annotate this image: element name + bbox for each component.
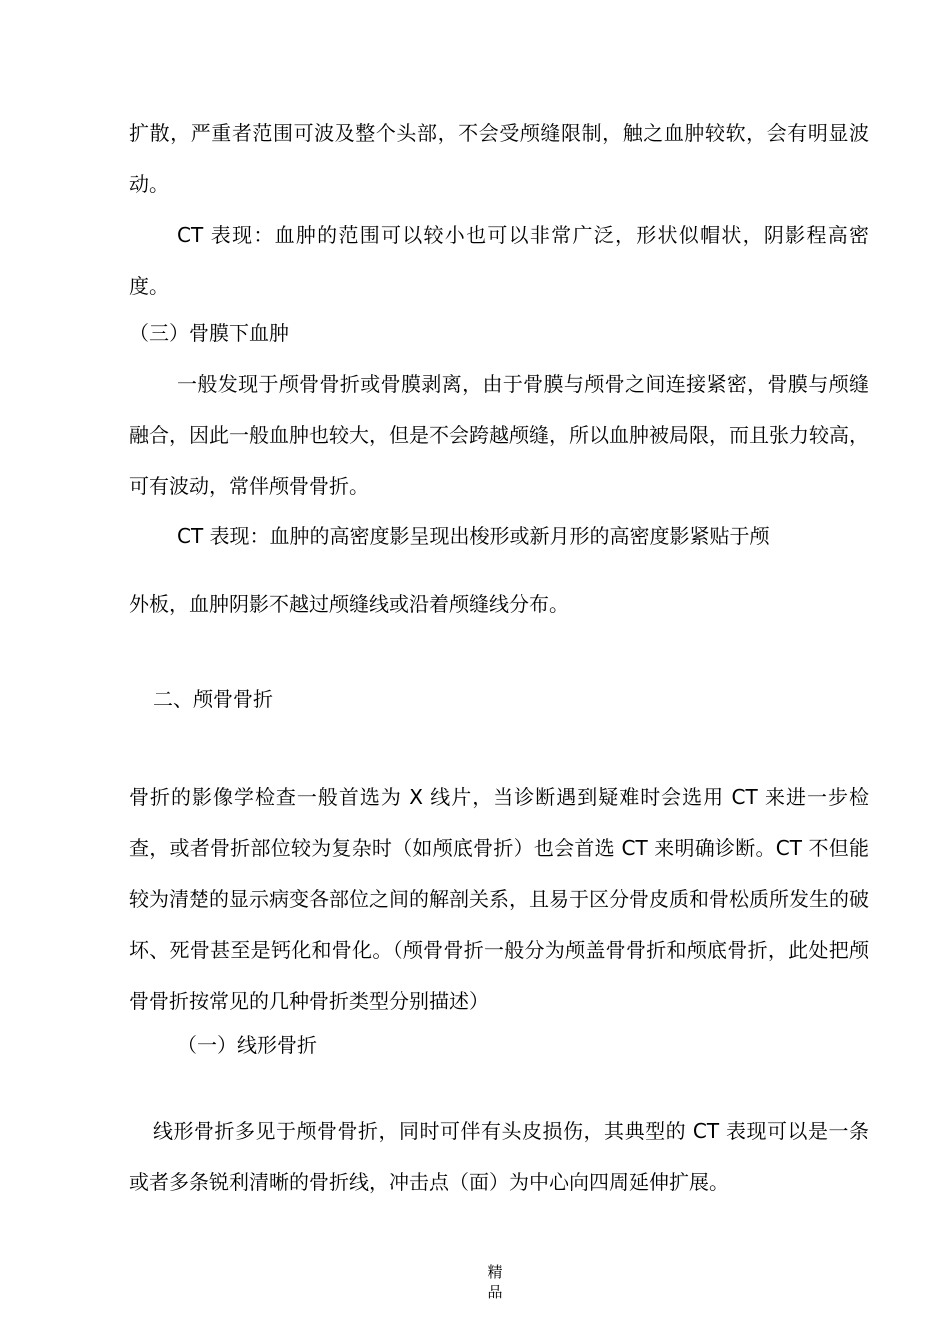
heading-skull-fracture: 二、颅骨骨折 xyxy=(153,687,273,711)
footer-char-2: 品 xyxy=(487,1283,503,1301)
page-footer-watermark xyxy=(483,1262,507,1302)
paragraph-linear-fracture: 线形骨折多见于颅骨骨折，同时可伴有头皮损伤，其典型的 CT 表现可以是一条或者多条锐利清晰的骨折线，冲击点（面）为中心向四周延伸扩展。 xyxy=(129,1119,869,1194)
paragraph-scalp-hematoma-spread: 扩散，严重者范围可波及整个头部，不会受颅缝限制，触之血肿较软，会有明显波动。 xyxy=(129,121,869,196)
paragraph-fracture-imaging: 骨折的影像学检查一般首选为 X 线片，当诊断遇到疑难时会选用 CT 来进一步检查，或者骨折部位较为复杂时（如颅底骨折）也会首选 CT 来明确诊断。CT 不但能较为清楚的显示病变各部位之间的解剖关系，且易于区分骨皮质和骨松质所发生的破坏、死骨甚至是钙化和骨化。（颅骨骨折一般分为颅盖骨骨折和颅底骨折，此处把颅骨骨折按常见的几种骨折类型分别描述） xyxy=(129,785,869,1013)
paragraph-ct-findings-1: CT 表现：血肿的范围可以较小也可以非常广泛，形状似帽状，阴影程高密度。 xyxy=(129,223,869,298)
paragraph-subperiosteal-description: 一般发现于颅骨骨折或骨膜剥离，由于骨膜与颅骨之间连接紧密，骨膜与颅缝融合，因此一般血肿也较大，但是不会跨越颅缝，所以血肿被局限，而且张力较高，可有波动，常伴颅骨骨折。 xyxy=(129,372,869,498)
heading-linear-fracture: （一）线形骨折 xyxy=(177,1033,317,1057)
footer-char-1: 精 xyxy=(487,1263,503,1281)
paragraph-ct-findings-2-cont: 外板，血肿阴影不越过颅缝线或沿着颅缝线分布。 xyxy=(129,592,569,616)
paragraph-ct-findings-2: CT 表现：血肿的高密度影呈现出梭形或新月形的高密度影紧贴于颅 xyxy=(177,524,770,548)
heading-subperiosteal-hematoma: （三）骨膜下血肿 xyxy=(129,321,289,345)
